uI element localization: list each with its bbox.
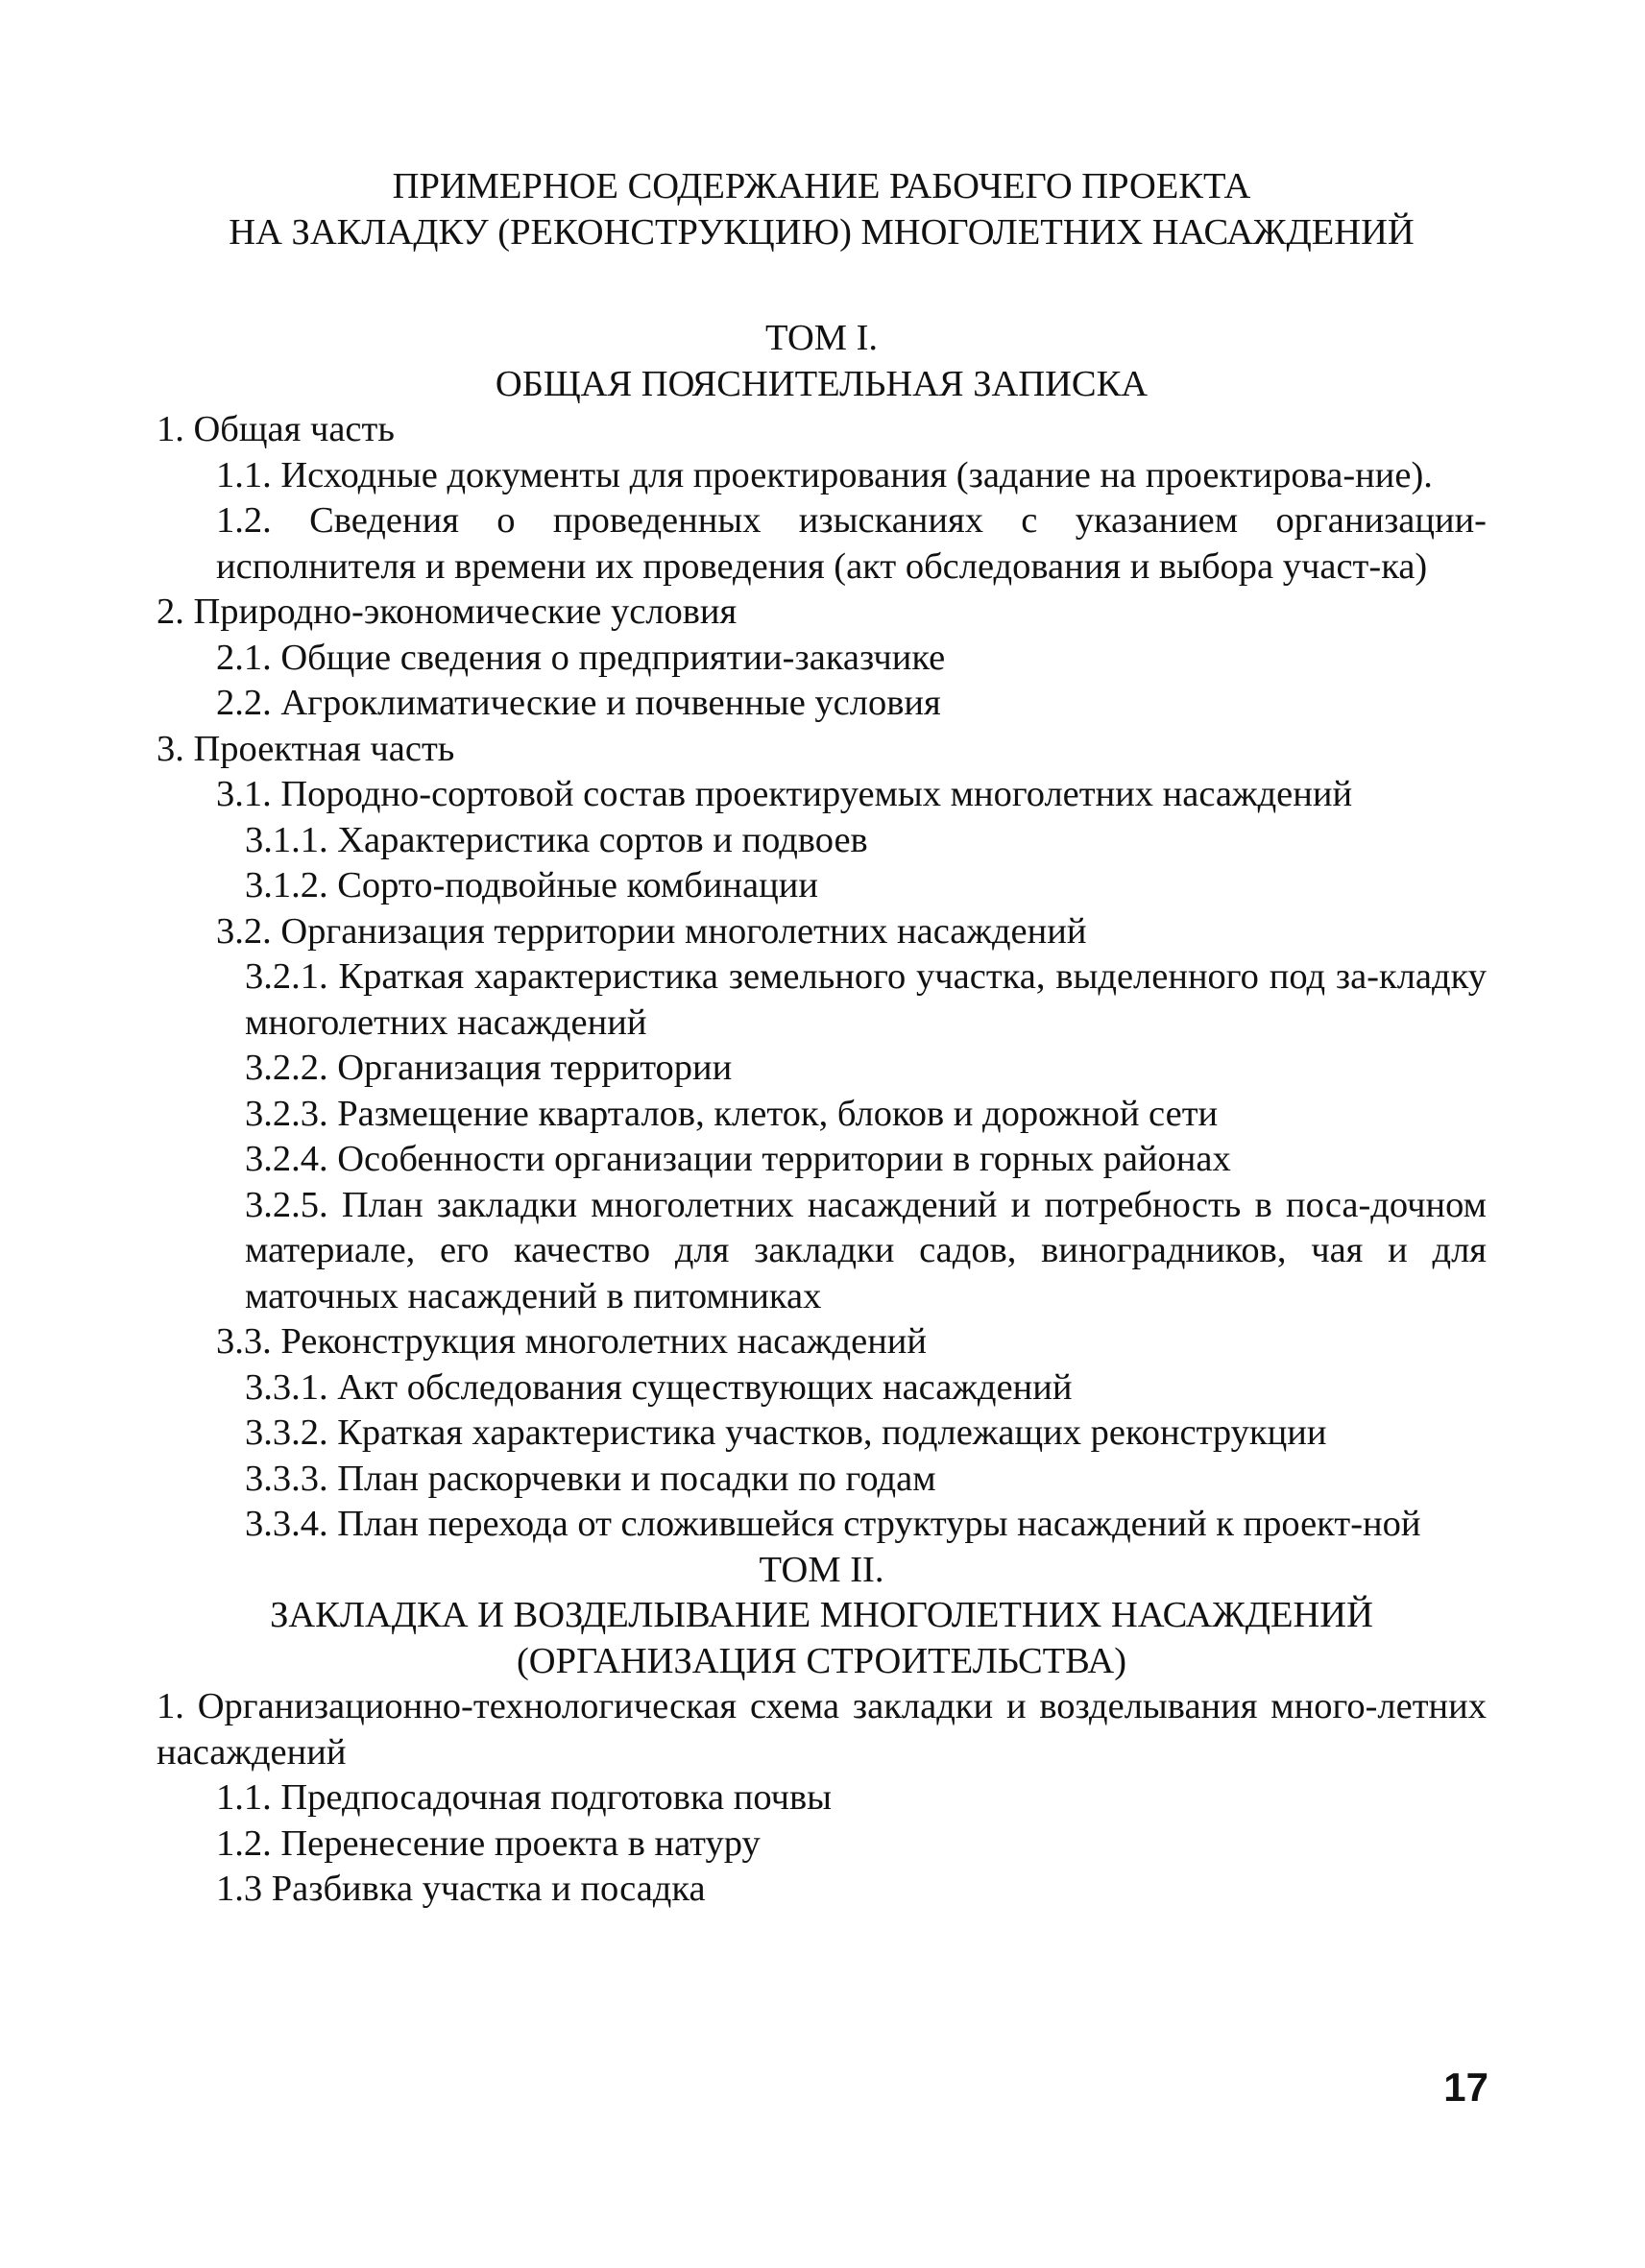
volume-1-contents <box>157 407 1487 1548</box>
contents-item: 3.2.3. Размещение кварталов, клеток, блоков и дорожной сети <box>245 1093 1219 1134</box>
volume-2-contents <box>157 1684 1487 1913</box>
contents-item: 3.3.2. Краткая характеристика участков, подлежащих реконструкции <box>245 1412 1327 1453</box>
contents-item: 3.1.1. Характеристика сортов и подвоев <box>245 819 868 860</box>
contents-item: 3.3.1. Акт обследования существующих насаждений <box>245 1366 1073 1408</box>
volume-2-number: ТОМ II. <box>759 1549 884 1590</box>
contents-item: 1.1. Исходные документы для проектирования (задание на проектирова-ние). <box>216 454 1433 495</box>
contents-item: 3.2.1. Краткая характеристика земельного участка, выделенного под за-кладку многолетних насаждений <box>245 956 1487 1043</box>
contents-item: 3.1. Породно-сортовой состав проектируемых многолетних насаждений <box>216 774 1353 814</box>
document-page <box>157 163 1487 1913</box>
contents-item: 1. Организационно-технологическая схема закладки и возделывания много-летних насаждений <box>157 1686 1487 1773</box>
volume-1-number: ТОМ I. <box>764 318 879 358</box>
volume-1-name: ОБЩАЯ ПОЯСНИТЕЛЬНАЯ ЗАПИСКА <box>495 363 1149 404</box>
contents-item: 1.2. Сведения о проведенных изысканиях с указанием организации-исполнителя и времени их проведения (акт обследования и выбора участ-ка) <box>216 500 1487 587</box>
contents-item: 3.3.4. План перехода от сложившейся структуры насаждений к проект-ной <box>245 1504 1421 1544</box>
title-line-1: ПРИМЕРНОЕ СОДЕРЖАНИЕ РАБОЧЕГО ПРОЕКТА <box>392 166 1251 206</box>
volume-2-name-line-2: (ОРГАНИЗАЦИЯ СТРОИТЕЛЬСТВА) <box>516 1640 1127 1681</box>
contents-item: 3.1.2. Сорто-подвойные комбинации <box>245 865 818 905</box>
contents-item: 3. Проектная часть <box>157 728 455 769</box>
volume-2-name-line-1: ЗАКЛАДКА И ВОЗДЕЛЫВАНИЕ МНОГОЛЕТНИХ НАСАЖДЕНИЙ <box>270 1595 1373 1635</box>
contents-item: 1.1. Предпосадочная подготовка почвы <box>216 1777 833 1818</box>
contents-item: 1.2. Перенесение проекта в натуру <box>216 1822 761 1864</box>
contents-item: 3.3.3. План раскорчевки и посадки по годам <box>245 1458 936 1499</box>
volume-2-heading <box>157 1548 1487 1685</box>
contents-item: 3.2.5. План закладки многолетних насаждений и потребность в поса-дочном материале, его качество для закладки садов, виноградников, чая и для маточных насаждений в питомниках <box>245 1184 1487 1316</box>
contents-item: 3.3. Реконструкция многолетних насаждений <box>216 1321 928 1362</box>
page-number: 17 <box>1443 2064 1488 2110</box>
volume-1-heading <box>157 316 1487 407</box>
contents-item: 3.2.2. Организация территории <box>245 1048 733 1088</box>
title-line-2: НА ЗАКЛАДКУ (РЕКОНСТРУКЦИЮ) МНОГОЛЕТНИХ НАСАЖДЕНИЙ <box>229 212 1415 253</box>
contents-item: 2.2. Агроклиматические и почвенные условия <box>216 683 941 723</box>
contents-item: 3.2. Организация территории многолетних насаждений <box>216 910 1087 952</box>
contents-item: 1.3 Разбивка участка и посадка <box>216 1869 706 1909</box>
contents-item: 2.1. Общие сведения о предприятии-заказчике <box>216 637 946 678</box>
contents-item: 1. Общая часть <box>157 409 395 449</box>
contents-item: 2. Природно-экономические условия <box>157 591 738 632</box>
contents-item: 3.2.4. Особенности организации территории в горных районах <box>245 1139 1231 1179</box>
document-title <box>157 163 1487 255</box>
